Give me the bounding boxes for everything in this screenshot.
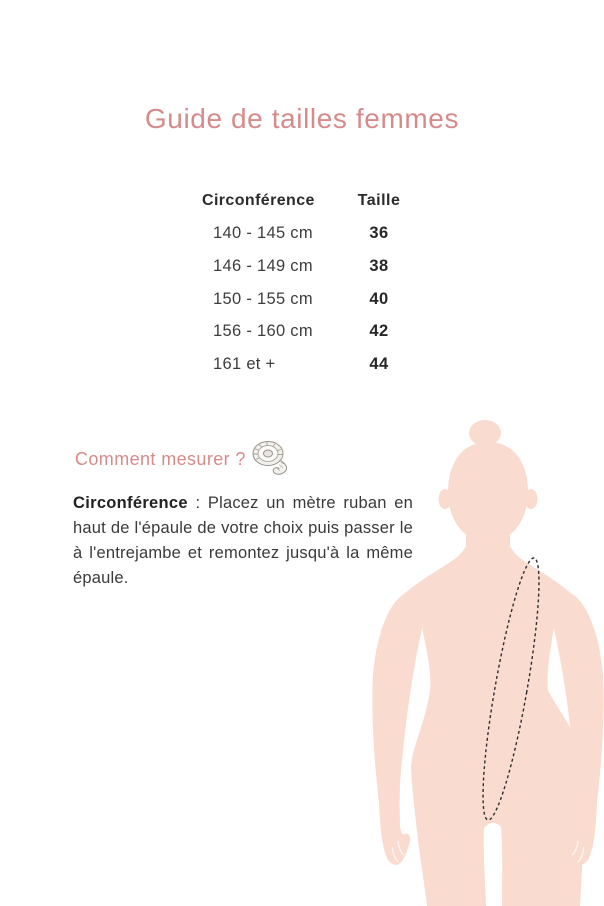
size-value: 38 [369,256,389,275]
measure-term: Circonférence [73,494,188,512]
table-row [202,250,416,283]
size-value: 40 [369,289,389,308]
how-to-measure-heading: Comment mesurer ? [75,449,246,469]
size-table [202,185,416,381]
size-table-header-row [202,185,416,218]
circumference-value: 156 - 160 cm [213,322,313,341]
circumference-value: 150 - 155 cm [213,289,313,308]
size-value: 44 [369,354,389,373]
circumference-value: 161 et + [213,354,276,373]
size-value: 42 [369,322,389,341]
size-column-header: Taille [357,192,401,210]
circumference-value: 146 - 149 cm [213,256,313,275]
circumference-column-header: Circonférence [202,192,315,210]
table-row [202,218,416,251]
table-row [202,315,416,348]
size-value: 36 [369,224,389,243]
measure-instructions [73,491,413,591]
table-row [202,348,416,381]
page-title: Guide de tailles femmes [144,102,460,134]
measure-instructions-text: : Placez un mètre ruban en haut de l'épaule de votre choix puis passer le à l'entrejambe et remontez jusqu'à la même épaule. [73,494,413,587]
table-row [202,283,416,316]
silhouette-torso-legs [404,543,586,906]
female-silhouette-figure [364,411,604,906]
measuring-tape-icon [248,439,294,476]
circumference-value: 140 - 145 cm [213,224,313,243]
